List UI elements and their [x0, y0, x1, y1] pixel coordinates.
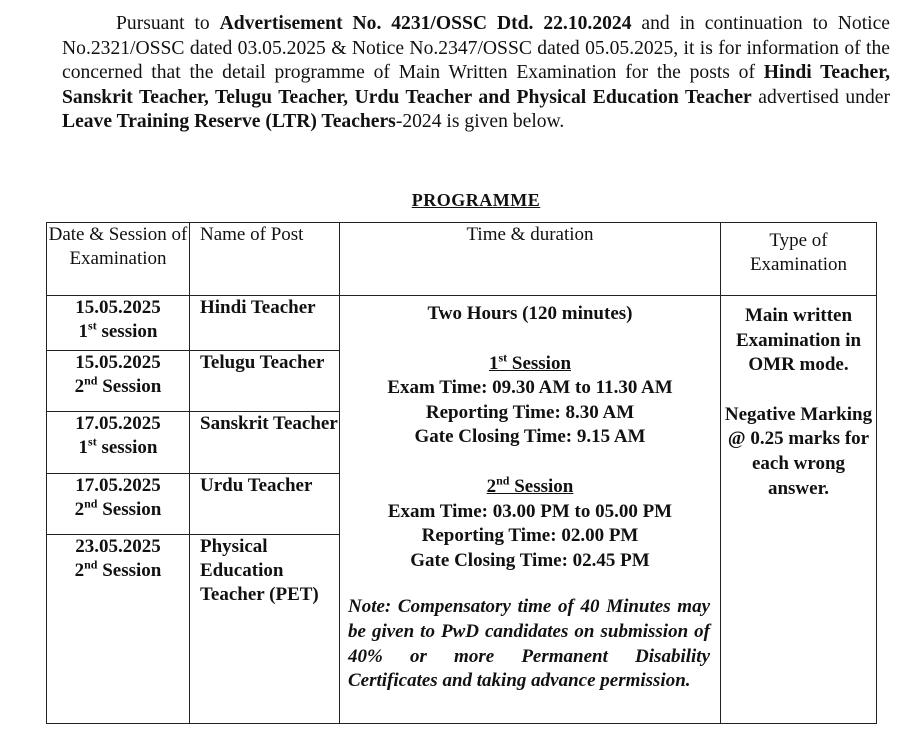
exam-session: 2nd Session: [74, 557, 162, 581]
posts-list: Hindi Teacher, Sanskrit Teacher, Telugu Teacher, Urdu Teacher and Physical Education Teacher: [62, 62, 891, 108]
exam-session: 1st session: [78, 318, 158, 342]
table-header-row: [47, 223, 877, 296]
row-post: Telugu Teacher: [190, 351, 340, 412]
exam-session: 1st session: [78, 434, 158, 458]
exam-session: 2nd Session: [74, 373, 162, 397]
exam-date: 15.05.2025: [75, 352, 161, 373]
ltr-teachers: Leave Training Reserve (LTR) Teachers: [62, 111, 396, 133]
table-row: [47, 296, 877, 351]
header-type: Type of Examination: [721, 223, 877, 296]
negative-marking: Negative Marking @ 0.25 marks for each wrong answer.: [724, 403, 873, 499]
row-date: [47, 535, 190, 724]
time-duration-cell: [340, 296, 721, 724]
intro-text-4: -2024 is given below.: [395, 111, 565, 133]
row-post: Physical Education Teacher (PET): [190, 535, 340, 724]
row-date: [47, 474, 190, 535]
exam-date: 17.05.2025: [75, 475, 161, 496]
session-1-heading: 1st Session: [488, 350, 572, 374]
session-2-gate-closing: Gate Closing Time: 02.45 PM: [410, 549, 650, 571]
row-date: [47, 351, 190, 412]
header-date: Date & Session of Examination: [47, 223, 190, 296]
row-post: Hindi Teacher: [190, 296, 340, 351]
exam-type-cell: [721, 296, 877, 724]
exam-date: 17.05.2025: [75, 413, 161, 434]
header-post: Name of Post: [190, 223, 340, 296]
header-time: Time & duration: [340, 223, 721, 296]
row-date: [47, 296, 190, 351]
pwd-note: Note: Compensatory time of 40 Minutes may be given to PwD candidates on submission of 40% or more Permanent Disability Certificates and taking advance permission.: [348, 596, 710, 692]
session-2-reporting-time: Reporting Time: 02.00 PM: [421, 525, 639, 547]
row-post: Sanskrit Teacher: [190, 412, 340, 474]
session-2-heading: 2nd Session: [486, 473, 574, 497]
row-date: [47, 412, 190, 474]
exam-date: 23.05.2025: [75, 536, 161, 557]
intro-paragraph: [62, 12, 890, 135]
exam-date: 15.05.2025: [75, 297, 161, 318]
exam-session: 2nd Session: [74, 496, 162, 520]
row-post: Urdu Teacher: [190, 474, 340, 535]
session-1-gate-closing: Gate Closing Time: 9.15 AM: [414, 426, 646, 448]
session-2-exam-time: Exam Time: 03.00 PM to 05.00 PM: [387, 500, 673, 522]
programme-title: PROGRAMME: [411, 190, 541, 210]
advertisement-ref: Advertisement No. 4231/OSSC Dtd. 22.10.2024: [219, 13, 632, 34]
session-1-reporting-time: Reporting Time: 8.30 AM: [425, 401, 635, 423]
intro-text-1: Pursuant to: [116, 13, 220, 34]
programme-table: [46, 222, 877, 724]
intro-text-3: advertised under: [751, 86, 890, 108]
exam-mode: Main written Examination in OMR mode.: [735, 305, 862, 376]
intro-text-2: and in continuation to Notice No.2321/OSSC dated 03.05.2025 & Notice No.2347/OSSC dated 05.05.2025, it is for information of the concerned that the detail programme of Main Written Examination for the posts of: [62, 13, 890, 84]
duration: Two Hours (120 minutes): [427, 303, 633, 324]
session-1-exam-time: Exam Time: 09.30 AM to 11.30 AM: [387, 377, 673, 399]
